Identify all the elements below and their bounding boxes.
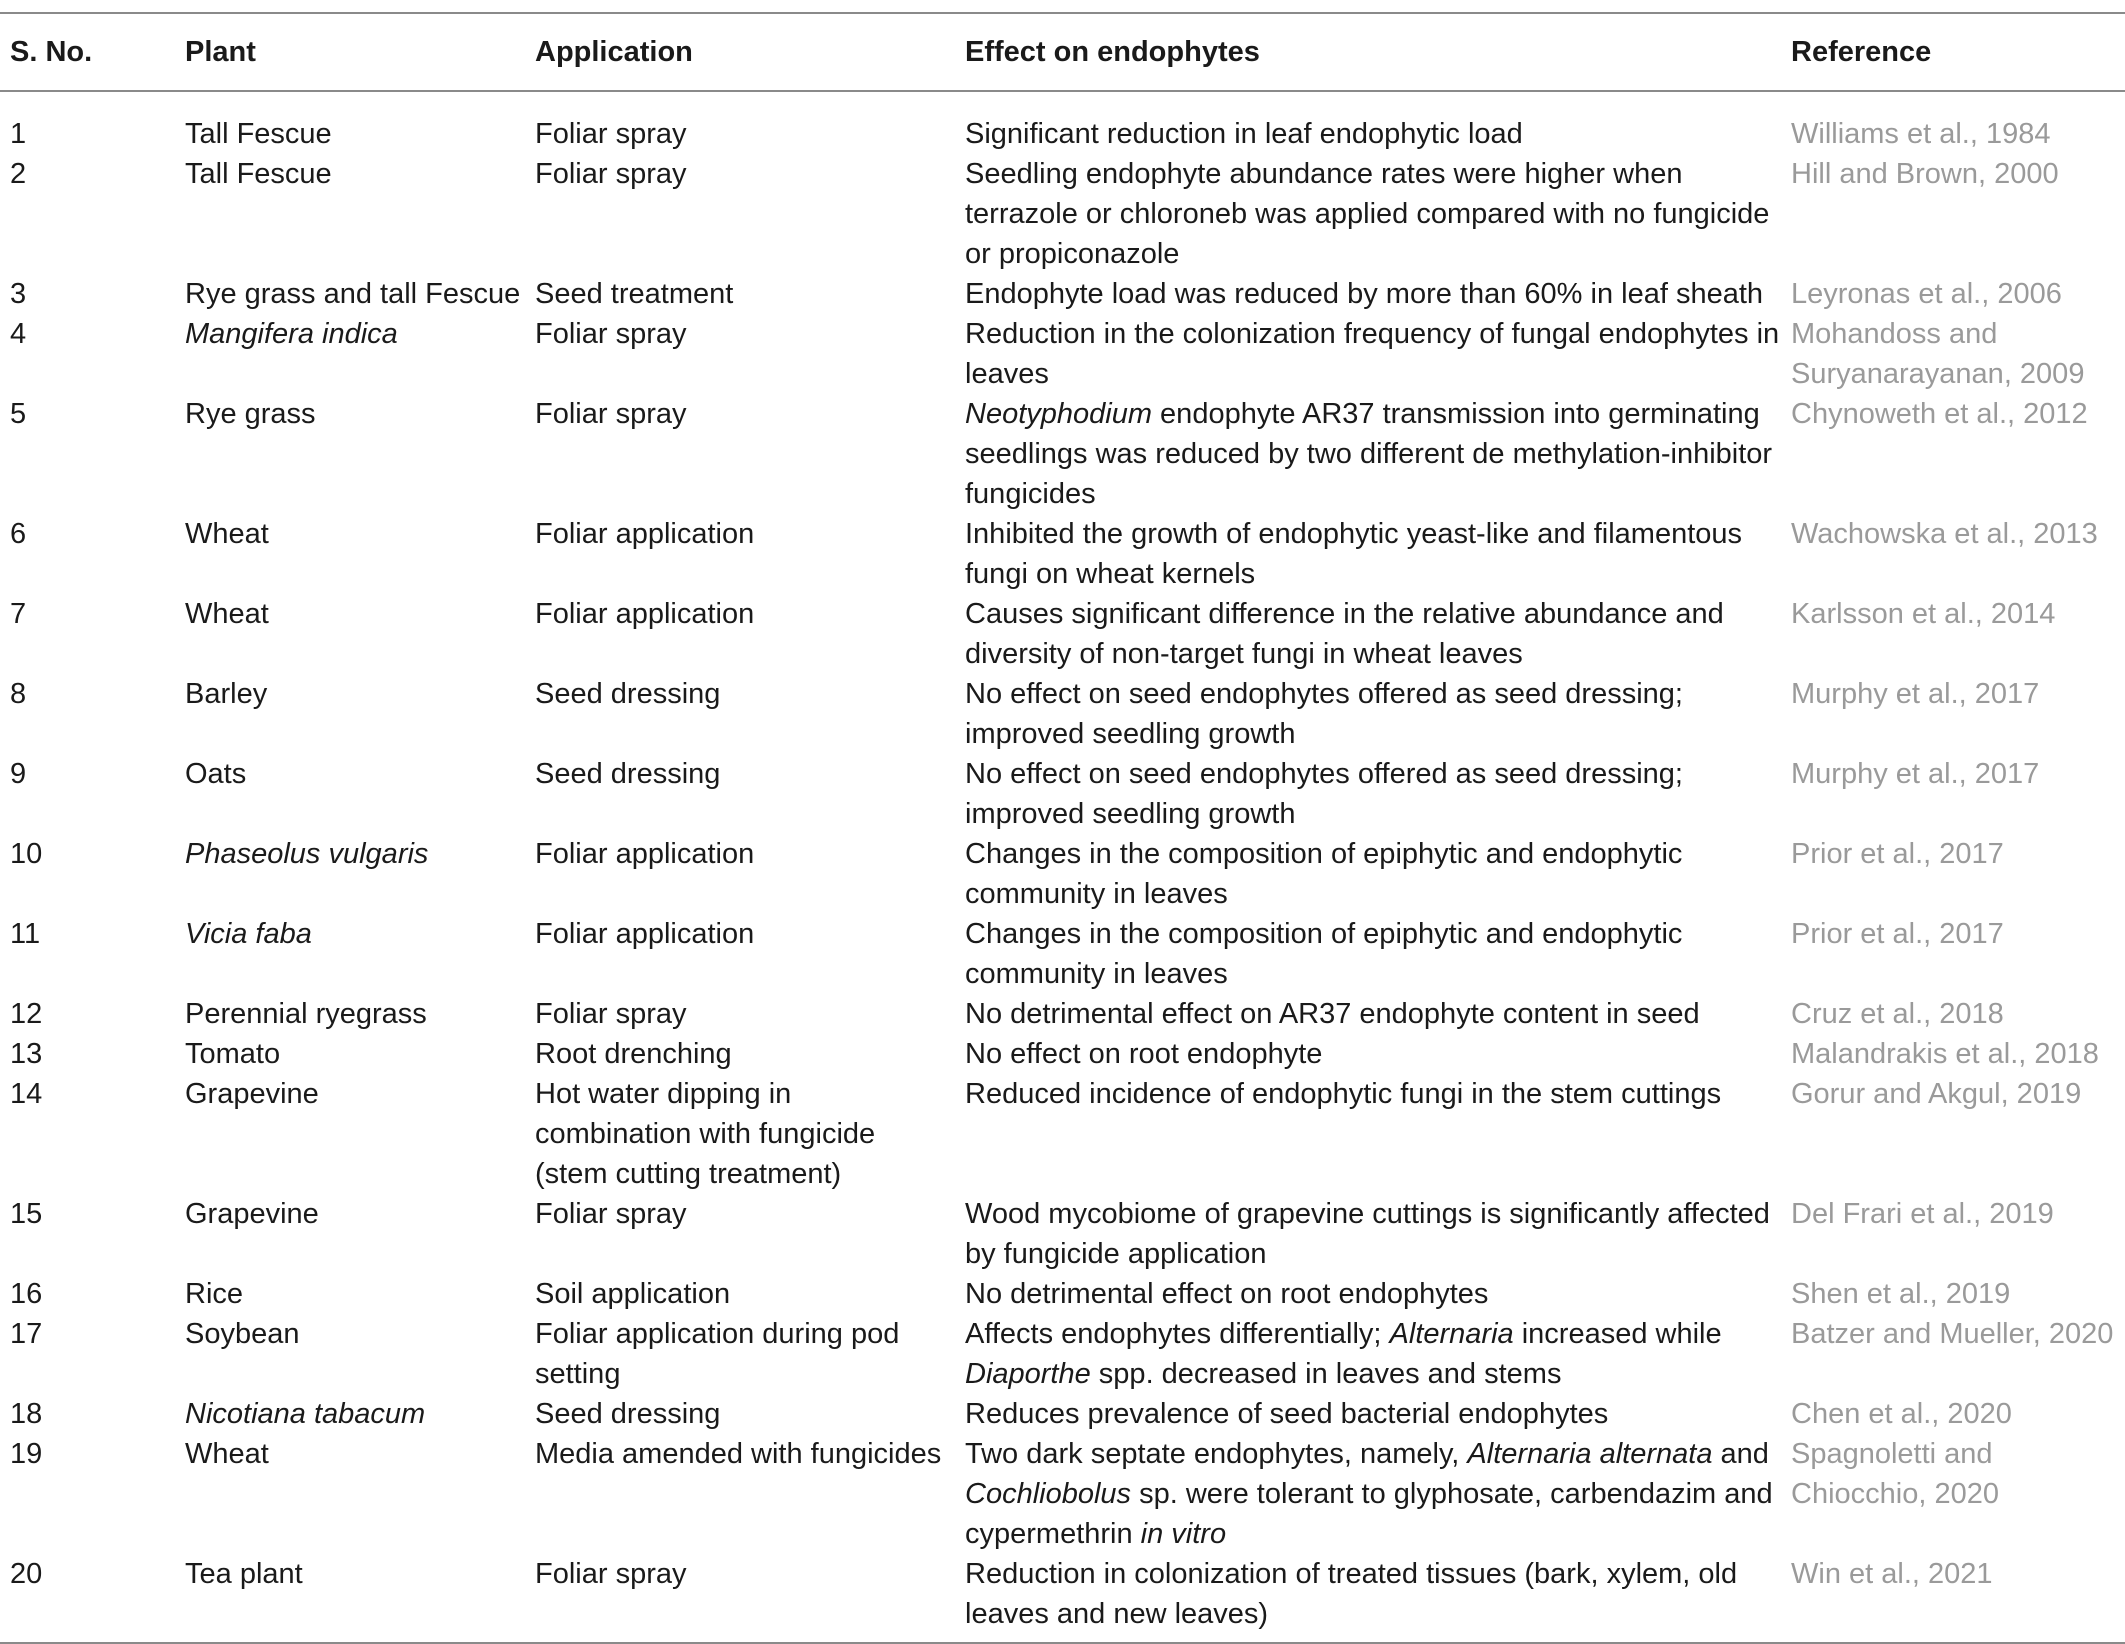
cell-line — [965, 714, 1791, 754]
header-sno: S. No. — [10, 36, 93, 68]
table-row — [0, 594, 2125, 674]
cell-line: Leyronas et al., 2006 — [1791, 278, 2062, 310]
cell-reference — [1791, 1394, 2125, 1434]
table-row — [0, 1554, 2125, 1643]
text-run: seedlings was reduced by two different de methylation-inhibitor — [965, 438, 1773, 470]
cell-sno: 16 — [10, 1278, 43, 1310]
cell-line: Seed dressing — [535, 1398, 721, 1430]
cell-reference — [1791, 1034, 2125, 1074]
cell-line: Chynoweth et al., 2012 — [1791, 398, 2088, 430]
cell-application — [535, 594, 965, 674]
table-row — [0, 1314, 2125, 1394]
cell-effect — [965, 1434, 1791, 1554]
text-run: Inhibited the growth of endophytic yeast-like and filamentous — [965, 518, 1743, 550]
cell-application — [535, 1034, 965, 1074]
cell-application — [535, 1314, 965, 1394]
italic-term: Alternaria alternata — [1467, 1438, 1713, 1470]
cell-reference — [1791, 1274, 2125, 1314]
cell-line — [965, 1194, 1791, 1234]
cell-line — [965, 394, 1791, 434]
cell-application — [535, 394, 965, 514]
cell-line: Spagnoletti and — [1791, 1438, 1993, 1470]
cell-reference — [1791, 514, 2125, 594]
table-row — [0, 1434, 2125, 1554]
cell-sno: 4 — [10, 318, 27, 350]
cell-line — [965, 1594, 1791, 1634]
cell-application — [535, 1434, 965, 1554]
cell-line — [965, 354, 1791, 394]
cell-line: Foliar spray — [535, 1558, 687, 1590]
cell-line: Chen et al., 2020 — [1791, 1398, 2012, 1430]
cell-reference — [1791, 1194, 2125, 1274]
cell-line — [965, 194, 1791, 234]
cell-line — [965, 634, 1791, 674]
cell-line — [965, 434, 1791, 474]
cell-line: Root drenching — [535, 1038, 732, 1070]
cell-line — [965, 1514, 1791, 1554]
cell-application — [535, 834, 965, 914]
cell-sno: 11 — [10, 918, 41, 950]
cell-reference — [1791, 394, 2125, 514]
cell-application — [535, 514, 965, 594]
text-run: Reduction in the colonization frequency of fungal endophytes in — [965, 318, 1780, 350]
cell-sno: 7 — [10, 598, 27, 630]
cell-effect — [965, 994, 1791, 1034]
cell-line — [965, 674, 1791, 714]
cell-sno: 15 — [10, 1198, 43, 1230]
fungicide-endophyte-table — [0, 12, 2125, 1644]
cell-sno: 5 — [10, 398, 27, 430]
cell-effect — [965, 594, 1791, 674]
cell-effect — [965, 514, 1791, 594]
cell-sno: 6 — [10, 518, 27, 550]
header-application: Application — [535, 36, 693, 68]
text-run: leaves and new leaves) — [965, 1598, 1269, 1630]
text-run: fungi on wheat kernels — [965, 558, 1256, 590]
table-header — [0, 13, 2125, 91]
text-run: sp. were tolerant to glyphosate, carbendazim and — [1131, 1478, 1773, 1510]
cell-sno: 3 — [10, 278, 27, 310]
cell-sno: 8 — [10, 678, 27, 710]
table-row — [0, 394, 2125, 514]
cell-plant: Nicotiana tabacum — [185, 1398, 426, 1430]
text-run: spp. decreased in leaves and stems — [1090, 1358, 1562, 1390]
text-run: increased while — [1513, 1318, 1722, 1350]
cell-effect — [965, 834, 1791, 914]
cell-line: Foliar spray — [535, 158, 687, 190]
cell-application — [535, 274, 965, 314]
text-run: Endophyte load was reduced by more than 60% in leaf sheath — [965, 278, 1764, 310]
cell-line: Suryanarayanan, 2009 — [1791, 358, 2085, 390]
cell-sno: 13 — [10, 1038, 43, 1070]
cell-line: Batzer and Mueller, 2020 — [1791, 1318, 2114, 1350]
cell-application — [535, 154, 965, 274]
cell-sno: 17 — [10, 1318, 43, 1350]
cell-line: (stem cutting treatment) — [535, 1158, 842, 1190]
cell-application — [535, 314, 965, 394]
text-run: and — [1712, 1438, 1769, 1470]
text-run: Affects endophytes differentially; — [965, 1318, 1390, 1350]
cell-line: Hot water dipping in — [535, 1078, 792, 1110]
cell-line — [965, 514, 1791, 554]
cell-sno: 1 — [10, 118, 27, 150]
text-run: improved seedling growth — [965, 718, 1296, 750]
cell-reference — [1791, 154, 2125, 274]
cell-reference — [1791, 914, 2125, 994]
cell-line: Murphy et al., 2017 — [1791, 678, 2040, 710]
italic-term: Neotyphodium — [965, 398, 1152, 430]
cell-line — [965, 754, 1791, 794]
text-run: by fungicide application — [965, 1238, 1267, 1270]
table-row — [0, 314, 2125, 394]
cell-line — [965, 1314, 1791, 1354]
cell-application — [535, 91, 965, 154]
cell-line: Mohandoss and — [1791, 318, 1998, 350]
header-row — [0, 13, 2125, 91]
cell-line: Gorur and Akgul, 2019 — [1791, 1078, 2082, 1110]
cell-effect — [965, 1314, 1791, 1394]
text-run: No effect on root endophyte — [965, 1038, 1323, 1070]
cell-effect — [965, 1074, 1791, 1194]
table-row — [0, 91, 2125, 154]
cell-plant: Wheat — [185, 1438, 269, 1470]
cell-reference — [1791, 1074, 2125, 1194]
text-run: Significant reduction in leaf endophytic load — [965, 118, 1523, 150]
cell-plant: Tall Fescue — [185, 118, 332, 150]
cell-sno: 18 — [10, 1398, 43, 1430]
cell-reference — [1791, 274, 2125, 314]
cell-line: Wachowska et al., 2013 — [1791, 518, 2098, 550]
cell-application — [535, 994, 965, 1034]
table-row — [0, 754, 2125, 834]
cell-reference — [1791, 594, 2125, 674]
cell-line — [965, 1554, 1791, 1594]
cell-plant: Phaseolus vulgaris — [185, 838, 429, 870]
cell-plant: Soybean — [185, 1318, 300, 1350]
cell-line: Foliar spray — [535, 1198, 687, 1230]
cell-reference — [1791, 1554, 2125, 1643]
text-run: Two dark septate endophytes, namely, — [965, 1438, 1468, 1470]
cell-plant: Barley — [185, 678, 268, 710]
cell-effect — [965, 1394, 1791, 1434]
cell-effect — [965, 1194, 1791, 1274]
cell-line: Foliar application — [535, 918, 755, 950]
cell-application — [535, 1074, 965, 1194]
cell-reference — [1791, 674, 2125, 754]
cell-reference — [1791, 834, 2125, 914]
cell-line — [965, 834, 1791, 874]
table-row — [0, 1194, 2125, 1274]
cell-line: Foliar spray — [535, 318, 687, 350]
table-row — [0, 1274, 2125, 1314]
cell-line — [965, 274, 1791, 314]
text-run: endophyte AR37 transmission into germinating — [1152, 398, 1760, 430]
cell-plant: Tomato — [185, 1038, 281, 1070]
cell-line: Foliar spray — [535, 998, 687, 1030]
text-run: Changes in the composition of epiphytic and endophytic — [965, 838, 1683, 870]
cell-plant: Wheat — [185, 598, 269, 630]
cell-reference — [1791, 91, 2125, 154]
cell-line: Karlsson et al., 2014 — [1791, 598, 2056, 630]
cell-line — [965, 1394, 1791, 1434]
cell-line — [965, 1354, 1791, 1394]
cell-sno: 10 — [10, 838, 43, 870]
cell-effect — [965, 154, 1791, 274]
cell-line: Media amended with fungicides — [535, 1438, 942, 1470]
cell-application — [535, 1554, 965, 1643]
text-run: No detrimental effect on AR37 endophyte content in seed — [965, 998, 1700, 1030]
cell-line: Foliar application — [535, 518, 755, 550]
italic-term: Cochliobolus — [965, 1478, 1132, 1510]
text-run: leaves — [965, 358, 1049, 390]
cell-line — [965, 954, 1791, 994]
header-plant: Plant — [185, 36, 256, 68]
cell-application — [535, 754, 965, 834]
table-row — [0, 914, 2125, 994]
text-run: Causes significant difference in the relative abundance and — [965, 598, 1724, 630]
cell-plant: Oats — [185, 758, 247, 790]
cell-effect — [965, 314, 1791, 394]
cell-sno: 14 — [10, 1078, 43, 1110]
cell-line — [965, 594, 1791, 634]
cell-reference — [1791, 1434, 2125, 1554]
cell-plant: Tea plant — [185, 1558, 303, 1590]
cell-plant: Wheat — [185, 518, 269, 550]
cell-line: Shen et al., 2019 — [1791, 1278, 2011, 1310]
text-run: Reduced incidence of endophytic fungi in the stem cuttings — [965, 1078, 1722, 1110]
cell-line — [965, 1234, 1791, 1274]
table-row — [0, 514, 2125, 594]
cell-line — [965, 794, 1791, 834]
cell-line: Foliar spray — [535, 118, 687, 150]
text-run: Reduction in colonization of treated tissues (bark, xylem, old — [965, 1558, 1738, 1590]
table-body — [0, 91, 2125, 1643]
table-row — [0, 994, 2125, 1034]
cell-effect — [965, 274, 1791, 314]
cell-line: Chiocchio, 2020 — [1791, 1478, 1999, 1510]
text-run: No effect on seed endophytes offered as seed dressing; — [965, 678, 1683, 710]
cell-application — [535, 1274, 965, 1314]
table-row — [0, 674, 2125, 754]
cell-line — [965, 1434, 1791, 1474]
text-run: Wood mycobiome of grapevine cuttings is significantly affected — [965, 1198, 1770, 1230]
table-row — [0, 1394, 2125, 1434]
cell-line: combination with fungicide — [535, 1118, 876, 1150]
cell-application — [535, 914, 965, 994]
cell-line: Foliar application — [535, 838, 755, 870]
cell-plant: Rice — [185, 1278, 244, 1310]
cell-effect — [965, 674, 1791, 754]
cell-plant: Perennial ryegrass — [185, 998, 427, 1030]
cell-line: Prior et al., 2017 — [1791, 838, 2004, 870]
text-run: Changes in the composition of epiphytic and endophytic — [965, 918, 1683, 950]
cell-sno: 19 — [10, 1438, 43, 1470]
cell-line — [965, 234, 1791, 274]
table-row — [0, 154, 2125, 274]
cell-line: Cruz et al., 2018 — [1791, 998, 2004, 1030]
cell-line: Seed treatment — [535, 278, 734, 310]
text-run: Seedling endophyte abundance rates were higher when — [965, 158, 1683, 190]
cell-effect — [965, 1034, 1791, 1074]
cell-line: Malandrakis et al., 2018 — [1791, 1038, 2099, 1070]
header-reference: Reference — [1791, 36, 1932, 68]
italic-term: Diaporthe — [965, 1358, 1091, 1390]
text-run: No detrimental effect on root endophytes — [965, 1278, 1489, 1310]
text-run: fungicides — [965, 478, 1096, 510]
italic-term: Alternaria — [1389, 1318, 1514, 1350]
cell-effect — [965, 754, 1791, 834]
text-run: community in leaves — [965, 958, 1228, 990]
cell-line: setting — [535, 1358, 621, 1390]
cell-line — [965, 1074, 1791, 1114]
cell-line: Soil application — [535, 1278, 731, 1310]
cell-sno: 12 — [10, 998, 43, 1030]
cell-line — [965, 914, 1791, 954]
cell-reference — [1791, 1314, 2125, 1394]
cell-line — [965, 1474, 1791, 1514]
cell-application — [535, 674, 965, 754]
cell-reference — [1791, 994, 2125, 1034]
cell-line: Murphy et al., 2017 — [1791, 758, 2040, 790]
cell-plant: Rye grass and tall Fescue — [185, 278, 521, 310]
cell-sno: 20 — [10, 1558, 43, 1590]
cell-plant: Vicia faba — [185, 918, 312, 950]
cell-sno: 2 — [10, 158, 27, 190]
cell-reference — [1791, 754, 2125, 834]
cell-application — [535, 1394, 965, 1434]
cell-line: Prior et al., 2017 — [1791, 918, 2004, 950]
text-run: improved seedling growth — [965, 798, 1296, 830]
table-row — [0, 1034, 2125, 1074]
cell-plant: Grapevine — [185, 1078, 319, 1110]
cell-line: Del Frari et al., 2019 — [1791, 1198, 2054, 1230]
cell-line: Foliar application during pod — [535, 1318, 900, 1350]
cell-line — [965, 1034, 1791, 1074]
text-run: terrazole or chloroneb was applied compared with no fungicide — [965, 198, 1770, 230]
cell-effect — [965, 914, 1791, 994]
cell-effect — [965, 394, 1791, 514]
cell-plant: Rye grass — [185, 398, 316, 430]
cell-effect — [965, 1274, 1791, 1314]
cell-line: Foliar spray — [535, 398, 687, 430]
text-run: or propiconazole — [965, 238, 1180, 270]
text-run: No effect on seed endophytes offered as seed dressing; — [965, 758, 1683, 790]
table-row — [0, 834, 2125, 914]
cell-line: Hill and Brown, 2000 — [1791, 158, 2059, 190]
cell-line: Seed dressing — [535, 758, 721, 790]
cell-line: Foliar application — [535, 598, 755, 630]
cell-plant: Mangifera indica — [185, 318, 398, 350]
cell-line — [965, 114, 1791, 154]
cell-line — [965, 1274, 1791, 1314]
cell-reference — [1791, 314, 2125, 394]
cell-plant: Tall Fescue — [185, 158, 332, 190]
cell-line: Williams et al., 1984 — [1791, 118, 2051, 150]
cell-line — [965, 474, 1791, 514]
cell-line — [965, 994, 1791, 1034]
italic-term: in vitro — [1140, 1518, 1227, 1550]
cell-effect — [965, 91, 1791, 154]
cell-line — [965, 314, 1791, 354]
text-run: community in leaves — [965, 878, 1228, 910]
table-row — [0, 1074, 2125, 1194]
cell-line — [965, 154, 1791, 194]
cell-line — [965, 554, 1791, 594]
cell-application — [535, 1194, 965, 1274]
text-run: diversity of non-target fungi in wheat leaves — [965, 638, 1523, 670]
cell-plant: Grapevine — [185, 1198, 319, 1230]
cell-line: Seed dressing — [535, 678, 721, 710]
text-run: cypermethrin — [965, 1518, 1141, 1550]
text-run: Reduces prevalence of seed bacterial endophytes — [965, 1398, 1609, 1430]
table-row — [0, 274, 2125, 314]
header-effect: Effect on endophytes — [965, 36, 1260, 68]
cell-sno: 9 — [10, 758, 27, 790]
cell-line — [965, 874, 1791, 914]
cell-effect — [965, 1554, 1791, 1643]
cell-line: Win et al., 2021 — [1791, 1558, 1993, 1590]
